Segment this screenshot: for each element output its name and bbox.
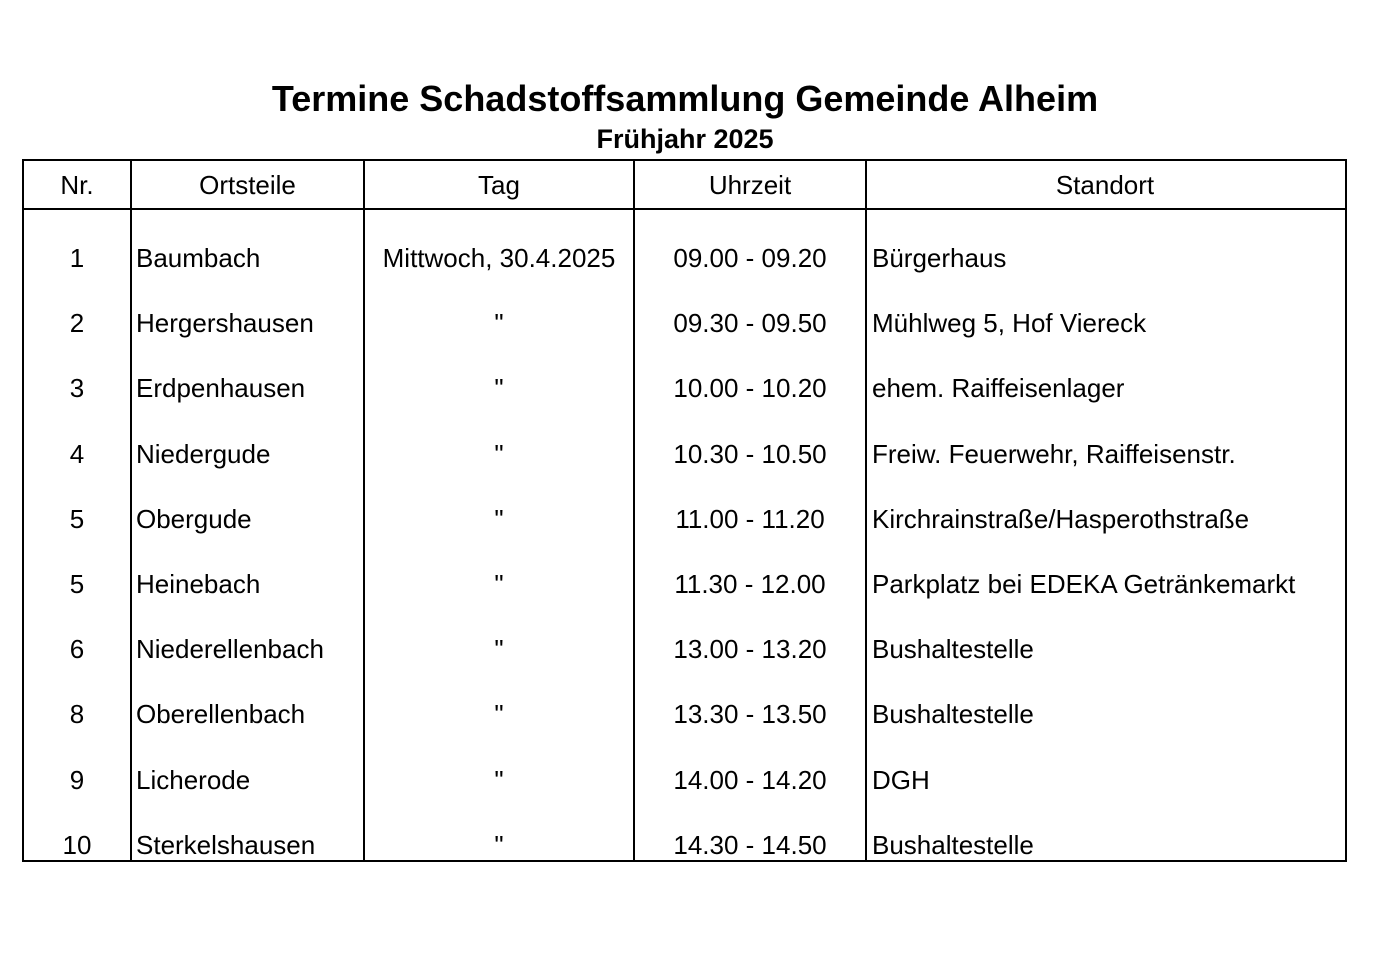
row-uhrzeit: 13.30 - 13.50 [673,699,827,729]
row-standort: Bushaltestelle [872,830,1034,860]
row-uhrzeit: 11.30 - 12.00 [674,569,826,599]
row-nr: 3 [69,373,85,403]
row-nr: 4 [69,439,85,469]
row-nr: 9 [69,765,85,795]
row-nr: 1 [69,243,85,273]
row-tag: " [494,830,504,860]
row-tag: " [494,439,504,469]
row-nr: 10 [62,830,92,860]
row-nr: 2 [69,308,85,338]
header-ortsteile: Ortsteile [199,170,296,200]
row-uhrzeit: 11.00 - 11.20 [675,504,825,534]
row-standort: DGH [872,765,930,795]
row-ortsteil: Sterkelshausen [136,830,316,860]
row-ortsteil: Niedergude [136,439,271,469]
column-divider [130,161,132,860]
header-tag: Tag [478,170,520,200]
row-standort: Mühlweg 5, Hof Viereck [872,308,1147,338]
row-standort: Kirchrainstraße/Hasperothstraße [872,504,1250,534]
row-nr: 5 [69,504,85,534]
row-tag: Mittwoch, 30.4.2025 [382,243,616,273]
row-nr: 8 [69,699,85,729]
row-uhrzeit: 14.00 - 14.20 [673,765,827,795]
row-tag: " [494,699,504,729]
header-uhrzeit: Uhrzeit [708,170,792,200]
row-standort: Bürgerhaus [872,243,1007,273]
row-uhrzeit: 09.30 - 09.50 [673,308,827,338]
row-nr: 6 [69,634,85,664]
row-ortsteil: Obergude [136,504,252,534]
document-title: Termine Schadstoffsammlung Gemeinde Alheim [271,78,1099,119]
header-nr: Nr. [60,170,94,200]
row-tag: " [494,308,504,338]
row-uhrzeit: 09.00 - 09.20 [673,243,827,273]
row-tag: " [494,373,504,403]
row-ortsteil: Hergershausen [136,308,314,338]
row-standort: Bushaltestelle [872,699,1034,729]
column-divider [865,161,867,860]
row-uhrzeit: 10.30 - 10.50 [673,439,827,469]
row-ortsteil: Niederellenbach [136,634,324,664]
row-standort: Bushaltestelle [872,634,1034,664]
row-uhrzeit: 13.00 - 13.20 [673,634,827,664]
row-tag: " [494,765,504,795]
header-standort: Standort [1055,170,1155,200]
document-subtitle: Frühjahr 2025 [596,124,774,154]
row-tag: " [494,569,504,599]
row-nr: 5 [69,569,85,599]
row-ortsteil: Erdpenhausen [136,373,306,403]
row-standort: Parkplatz bei EDEKA Getränkemarkt [872,569,1296,599]
row-ortsteil: Baumbach [136,243,261,273]
row-uhrzeit: 14.30 - 14.50 [673,830,827,860]
row-ortsteil: Oberellenbach [136,699,306,729]
row-ortsteil: Heinebach [136,569,261,599]
row-tag: " [494,634,504,664]
row-standort: Freiw. Feuerwehr, Raiffeisenstr. [872,439,1236,469]
row-ortsteil: Licherode [136,765,251,795]
schedule-table [22,159,1347,862]
row-tag: " [494,504,504,534]
row-standort: ehem. Raiffeisenlager [872,373,1125,403]
header-divider [24,208,1345,210]
row-uhrzeit: 10.00 - 10.20 [673,373,827,403]
